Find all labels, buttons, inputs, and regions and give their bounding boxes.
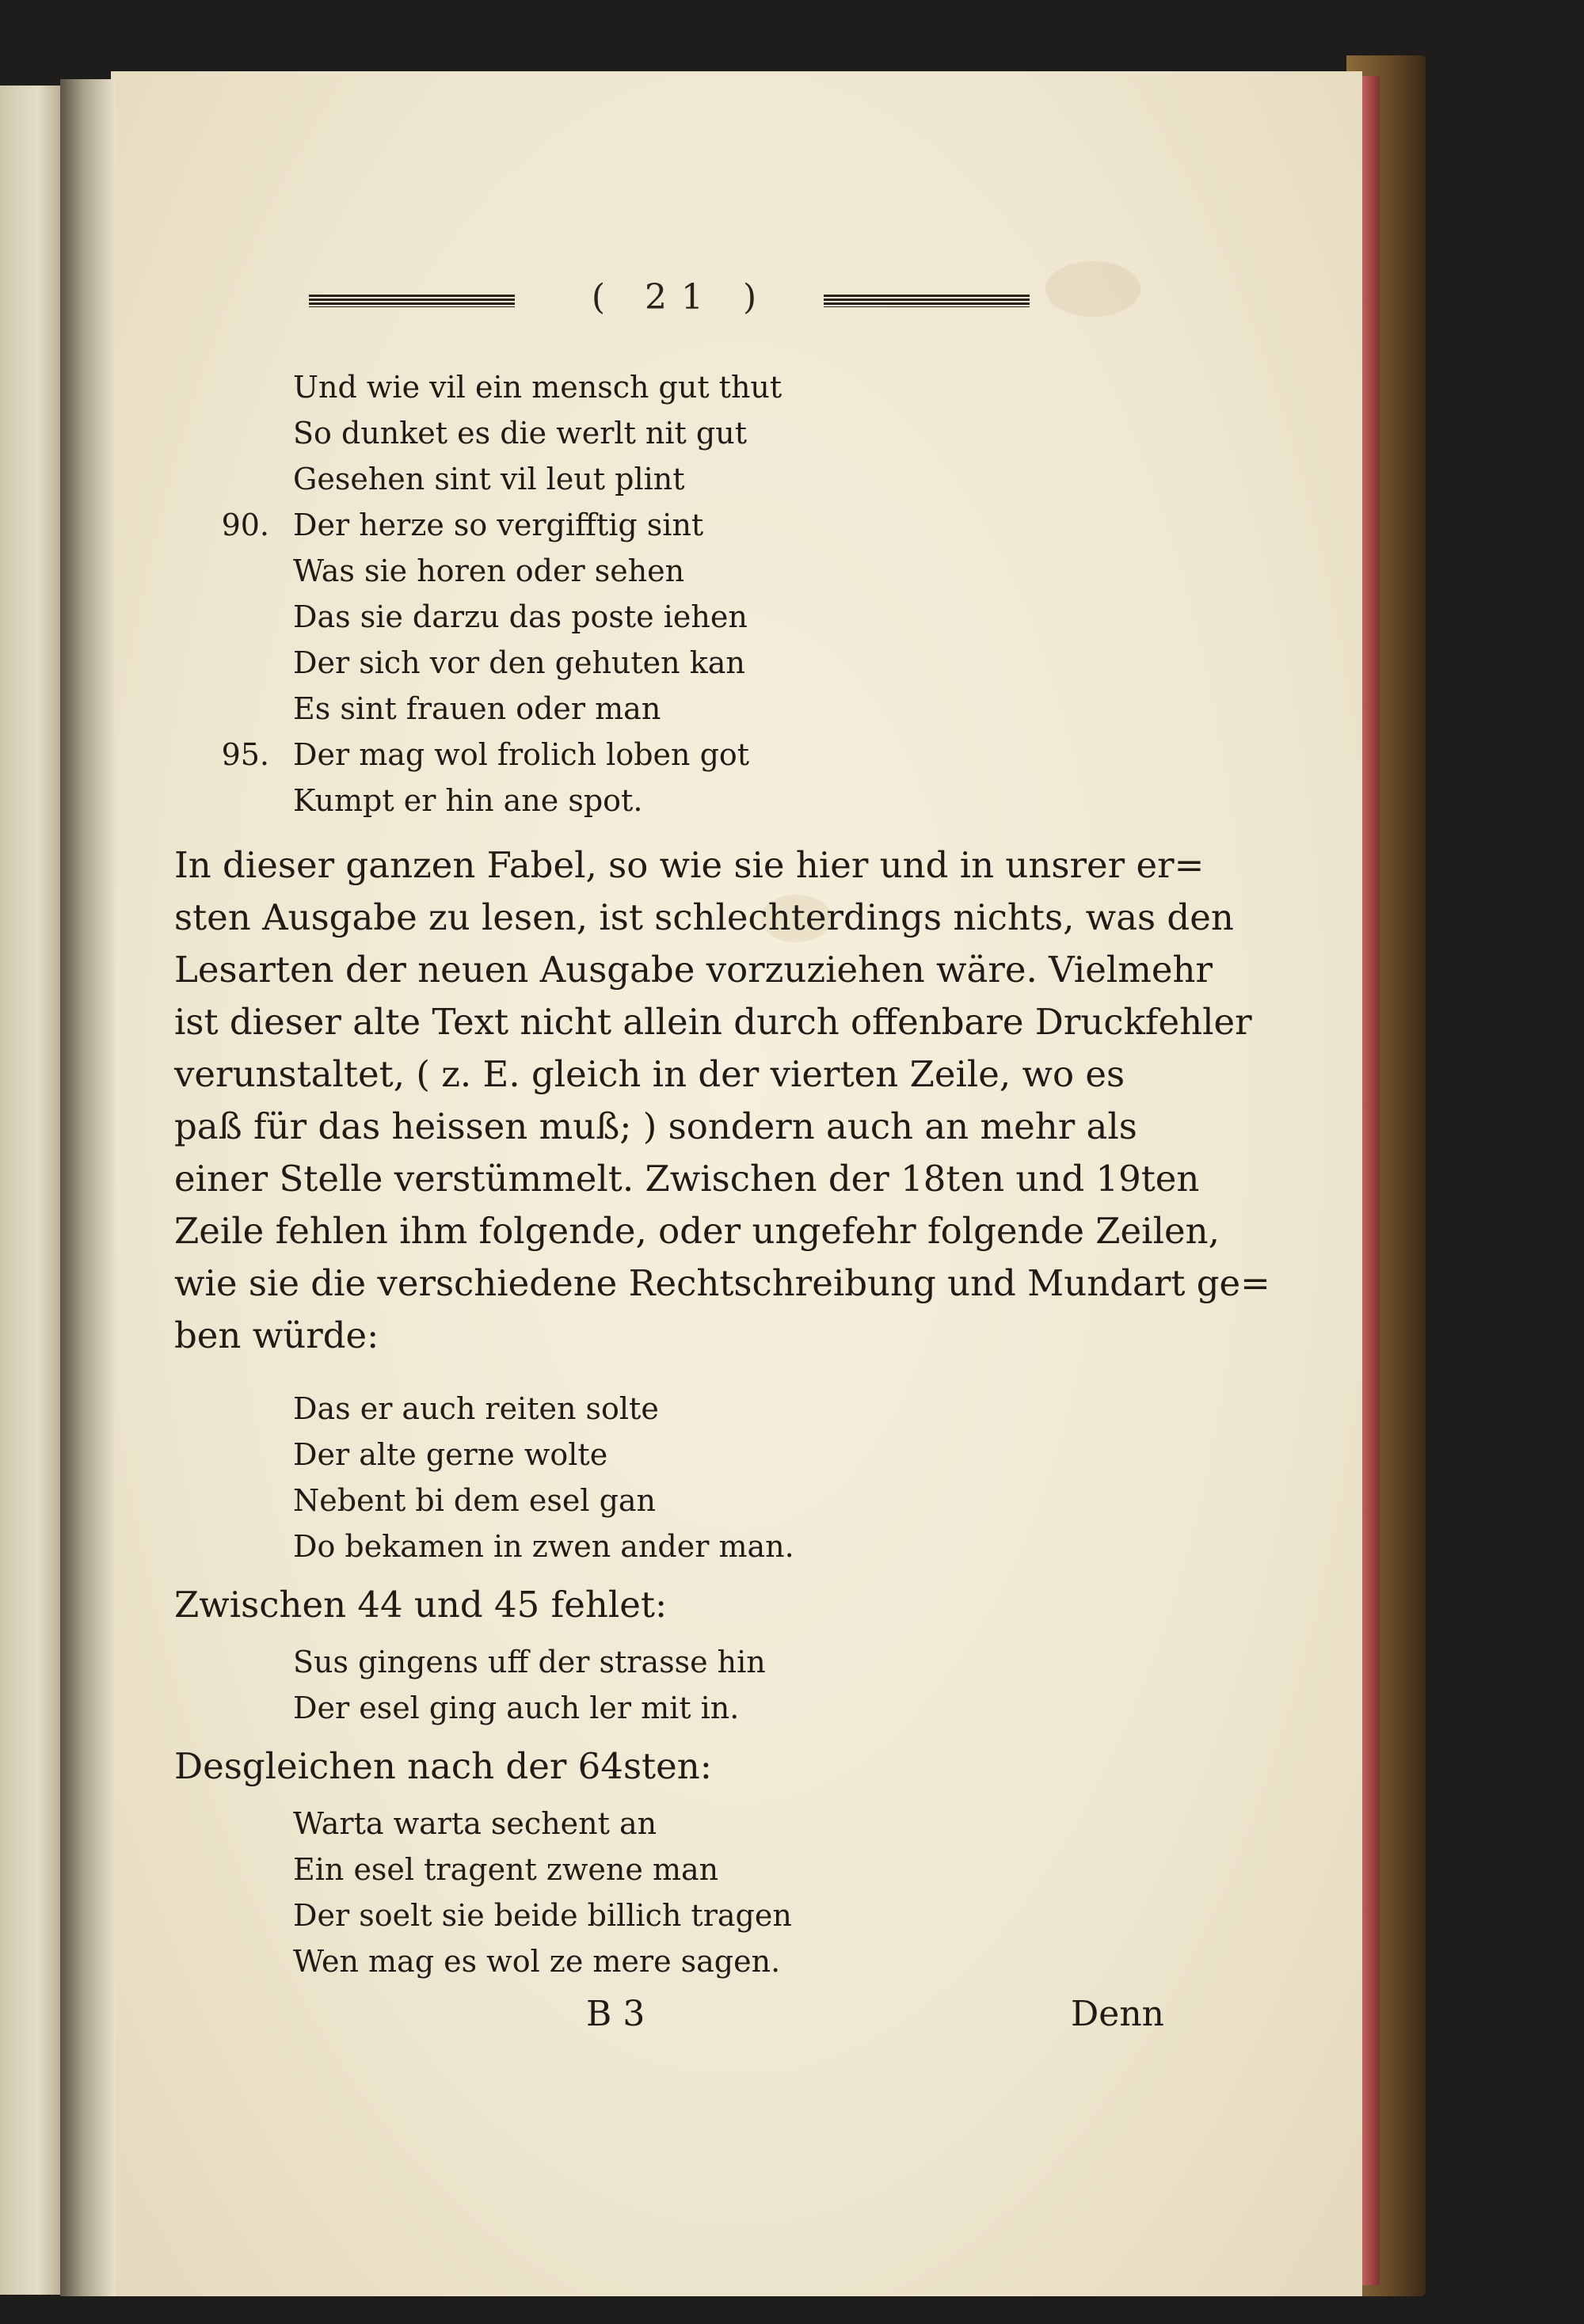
prose-line: sten Ausgabe zu lesen, ist schlechterdings nichts, was den <box>174 896 1234 938</box>
commentary-paragraph <box>174 839 1270 1362</box>
page-number: ( 21 ) <box>591 277 771 318</box>
book-gutter <box>60 79 116 2296</box>
verse-line: Sus gingens uff der strasse hin <box>293 1645 766 1679</box>
verse-line: Wen mag es wol ze mere sagen. <box>293 1944 781 1979</box>
prose-line: ist dieser alte Text nicht allein durch offenbare Druckfehler <box>174 1001 1252 1043</box>
prose-line: paß für das heissen muß; ) sondern auch an mehr als <box>174 1105 1137 1147</box>
catchword: Denn <box>1071 1994 1164 2034</box>
verse-line: Warta warta sechent an <box>293 1806 657 1841</box>
header-rule-left <box>309 295 515 307</box>
page-footer <box>174 1994 1164 2041</box>
verse-number: 95. <box>221 737 269 772</box>
prose-line: Zeile fehlen ihm folgende, oder ungefehr folgende Zeilen, <box>174 1210 1220 1252</box>
section-heading: Desgleichen nach der 64sten: <box>174 1745 712 1787</box>
prose-line: ben würde: <box>174 1314 379 1356</box>
signature-mark: B 3 <box>586 1994 645 2034</box>
verse-line: Der alte gerne wolte <box>293 1437 608 1472</box>
verse-line: Der esel ging auch ler mit in. <box>293 1691 740 1725</box>
verse-line: Der soelt sie beide billich tragen <box>293 1898 792 1933</box>
verse-line: Ein esel tragent zwene man <box>293 1852 719 1887</box>
verse-line: Das er auch reiten solte <box>293 1391 659 1426</box>
prose-line: verunstaltet, ( z. E. gleich in der vierten Zeile, wo es <box>174 1053 1125 1095</box>
page-stain <box>1045 261 1140 317</box>
facing-page-edge <box>0 86 62 2295</box>
verse-line: Do bekamen in zwen ander man. <box>293 1529 794 1564</box>
prose-line: In dieser ganzen Fabel, so wie sie hier und in unsrer er= <box>174 844 1205 886</box>
prose-line: einer Stelle verstümmelt. Zwischen der 18ten und 19ten <box>174 1158 1200 1200</box>
running-head <box>309 277 1022 325</box>
verse-line: Nebent bi dem esel gan <box>293 1483 657 1518</box>
prose-line: wie sie die verschiedene Rechtschreibung und Mundart ge= <box>174 1262 1270 1304</box>
verse-number: 90. <box>221 508 269 542</box>
section-heading: Zwischen 44 und 45 fehlet: <box>174 1584 668 1626</box>
header-rule-right <box>824 295 1030 307</box>
prose-line: Lesarten der neuen Ausgabe vorzuziehen wäre. Vielmehr <box>174 949 1213 991</box>
